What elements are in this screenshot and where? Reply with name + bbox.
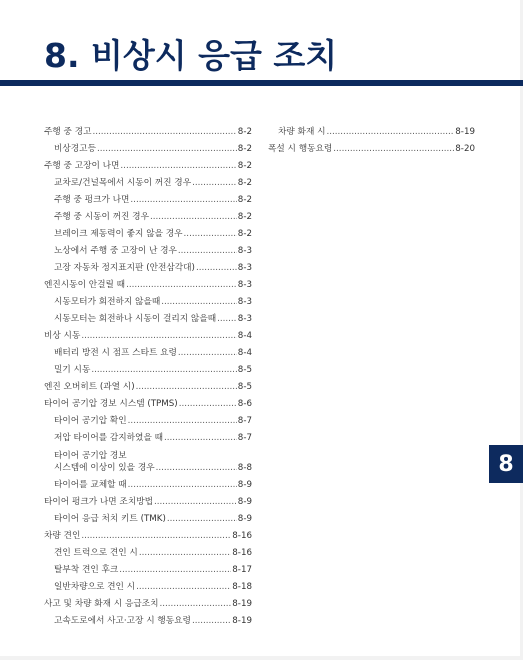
toc-page-number: 8-2 [237, 144, 252, 154]
toc-entry[interactable] [44, 259, 252, 276]
toc-page-number: 8-2 [237, 212, 252, 222]
toc-entry-label: 브레이크 제동력이 좋지 않을 경우 [54, 229, 183, 239]
toc-entry-label: 밀기 시동 [54, 365, 91, 375]
toc-entry[interactable] [44, 595, 252, 612]
toc-leader-dots [156, 462, 237, 476]
toc-page-number: 8-16 [232, 548, 252, 558]
toc-page-number: 8-7 [237, 433, 252, 443]
toc-entry-label: 교차로/건널목에서 시동이 꺼진 경우 [54, 178, 192, 188]
toc-leader-dots [81, 330, 236, 344]
toc-entry[interactable] [44, 174, 252, 191]
toc-entry-label: 주행 중 시동이 꺼진 경우 [54, 212, 149, 222]
toc-leader-dots [97, 143, 237, 157]
toc-entry[interactable] [268, 140, 475, 157]
toc-leader-dots [81, 530, 231, 544]
toc-page-number: 8-18 [232, 582, 252, 592]
toc-entry[interactable] [44, 612, 252, 629]
toc-page-number: 8-4 [237, 331, 252, 341]
toc-entry-label: 주행 중 펑크가 나면 [54, 195, 130, 205]
toc-leader-dots [164, 432, 237, 446]
toc-entry-label: 엔진시동이 안걸릴 때 [44, 280, 126, 290]
toc-leader-dots [130, 194, 236, 208]
toc-leader-dots [192, 615, 231, 629]
toc-leader-dots [139, 547, 231, 561]
toc-entry[interactable] [44, 293, 252, 310]
toc-leader-dots [128, 415, 237, 429]
toc-left-column [44, 123, 252, 629]
toc-entry[interactable] [44, 310, 252, 327]
toc-page-number: 8-19 [455, 127, 475, 137]
toc-page-number: 8-9 [237, 480, 252, 490]
toc-entry[interactable] [44, 123, 252, 140]
toc-page-number: 8-17 [232, 565, 252, 575]
toc-leader-dots [178, 347, 237, 361]
page-edge-bottom [0, 656, 523, 660]
toc-leader-dots [154, 496, 237, 510]
toc-leader-dots [179, 398, 237, 412]
toc-entry-label: 타이어 공기압 경보 시스템 (TPMS) [44, 399, 178, 409]
toc-entry[interactable] [44, 276, 252, 293]
toc-page-number: 8-3 [237, 280, 252, 290]
toc-entry[interactable] [44, 527, 252, 544]
toc-leader-dots [136, 381, 237, 395]
toc-leader-dots [150, 211, 237, 225]
toc-page-number: 8-2 [237, 178, 252, 188]
title-rule [0, 80, 523, 86]
toc-entry-label: 배터리 방전 시 점프 스타트 요령 [54, 348, 177, 358]
toc-page-number: 8-9 [237, 514, 252, 524]
toc-entry[interactable] [44, 157, 252, 174]
toc-entry[interactable] [44, 395, 252, 412]
chapter-tab[interactable]: 8 [489, 445, 523, 483]
toc-leader-dots [126, 279, 237, 293]
toc-entry-label: 타이어 응급 처치 키트 (TMK) [54, 514, 166, 524]
toc-entry[interactable] [44, 225, 252, 242]
toc-leader-dots [160, 598, 232, 612]
toc-entry-label: 노상에서 주행 중 고장이 난 경우 [54, 246, 177, 256]
toc-entry-label: 주행 중 경고 [44, 127, 92, 137]
toc-entry-label [54, 450, 155, 476]
toc-page-number: 8-7 [237, 416, 252, 426]
toc-page-number: 8-2 [237, 161, 252, 171]
toc-leader-dots [120, 160, 236, 174]
toc-leader-dots [91, 364, 236, 378]
toc-page-number: 8-16 [232, 531, 252, 541]
toc-entry-label: 사고 및 차량 화재 시 응급조치 [44, 599, 159, 609]
toc-page-number: 8-3 [237, 263, 252, 273]
toc-entry-label: 견인 트럭으로 견인 시 [54, 548, 138, 558]
toc-entry[interactable] [44, 578, 252, 595]
toc-leader-dots [196, 262, 237, 276]
toc-entry[interactable] [44, 344, 252, 361]
toc-leader-dots [128, 479, 237, 493]
toc-right-column [268, 123, 475, 157]
toc-entry[interactable] [44, 242, 252, 259]
toc-leader-dots [161, 296, 237, 310]
toc-entry[interactable] [44, 544, 252, 561]
toc-leader-dots [92, 126, 236, 140]
toc-leader-dots [136, 581, 231, 595]
toc-page-number: 8-20 [455, 144, 475, 154]
toc-entry-label: 타이어 공기압 확인 [54, 416, 127, 426]
toc-page-number: 8-2 [237, 229, 252, 239]
toc-entry-label: 타이어를 교체할 때 [54, 480, 127, 490]
toc-entry-label: 차량 화재 시 [278, 127, 326, 137]
toc-leader-dots [178, 245, 237, 259]
toc-entry[interactable] [44, 361, 252, 378]
toc-entry[interactable] [44, 493, 252, 510]
toc-entry-label: 엔진 오버히트 (과열 시) [44, 382, 135, 392]
toc-entry[interactable] [268, 123, 475, 140]
toc-entry-label: 고속도로에서 사고·고장 시 행동요령 [54, 616, 191, 626]
chapter-title: 8. 비상시 응급 조치 [44, 36, 338, 75]
toc-entry[interactable] [44, 429, 252, 446]
toc-page-number: 8-19 [232, 599, 252, 609]
toc-page-number: 8-2 [237, 127, 252, 137]
toc-page-number: 8-3 [237, 314, 252, 324]
toc-entry-label: 일반차량으로 견인 시 [54, 582, 136, 592]
toc-page-number: 8-6 [237, 399, 252, 409]
toc-page-number: 8-8 [237, 463, 252, 473]
toc-page-number: 8-9 [237, 497, 252, 507]
toc-entry[interactable] [44, 327, 252, 344]
toc-page-number: 8-5 [237, 382, 252, 392]
toc-leader-dots [333, 143, 454, 157]
toc-entry[interactable] [44, 446, 252, 476]
toc-entry-label: 타이어 펑크가 나면 조치방법 [44, 497, 153, 507]
toc-entry-label: 시동모터가 회전하지 않을때 [54, 297, 161, 307]
toc-leader-dots [184, 228, 237, 242]
toc-entry-label: 주행 중 고장이 나면 [44, 161, 120, 171]
toc-entry[interactable] [44, 378, 252, 395]
toc-entry[interactable] [44, 412, 252, 429]
toc-entry[interactable] [44, 208, 252, 225]
toc-page-number: 8-5 [237, 365, 252, 375]
toc-entry-label-line: 시스템에 이상이 있을 경우 [54, 463, 155, 473]
toc-entry[interactable] [44, 191, 252, 208]
toc-leader-dots [192, 177, 237, 191]
toc-entry[interactable] [44, 140, 252, 157]
toc-page-number: 8-2 [237, 195, 252, 205]
toc-entry[interactable] [44, 561, 252, 578]
toc-entry-label: 탈부착 견인 후크 [54, 565, 119, 575]
toc-leader-dots [217, 313, 237, 327]
toc-page-number: 8-3 [237, 246, 252, 256]
toc-entry-label: 고장 자동차 정지표지판 (안전삼각대) [54, 263, 195, 273]
toc-page-number: 8-4 [237, 348, 252, 358]
toc-entry-label: 폭설 시 행동요령 [268, 144, 333, 154]
toc-leader-dots [167, 513, 237, 527]
toc-entry-label: 저압 타이어를 감지하였을 때 [54, 433, 163, 443]
toc-page-number: 8-19 [232, 616, 252, 626]
toc-entry[interactable] [44, 510, 252, 527]
toc-entry-label-line: 타이어 공기압 경보 [54, 451, 127, 461]
toc-entry-label: 비상 시동 [44, 331, 81, 341]
toc-entry-label: 시동모터는 회전하나 시동이 걸리지 않을때 [54, 314, 217, 324]
toc-page-number: 8-3 [237, 297, 252, 307]
toc-entry-label: 비상경고등 [54, 144, 96, 154]
toc-entry-label: 차량 견인 [44, 531, 81, 541]
toc-leader-dots [119, 564, 231, 578]
toc-entry[interactable] [44, 476, 252, 493]
toc-leader-dots [326, 126, 454, 140]
